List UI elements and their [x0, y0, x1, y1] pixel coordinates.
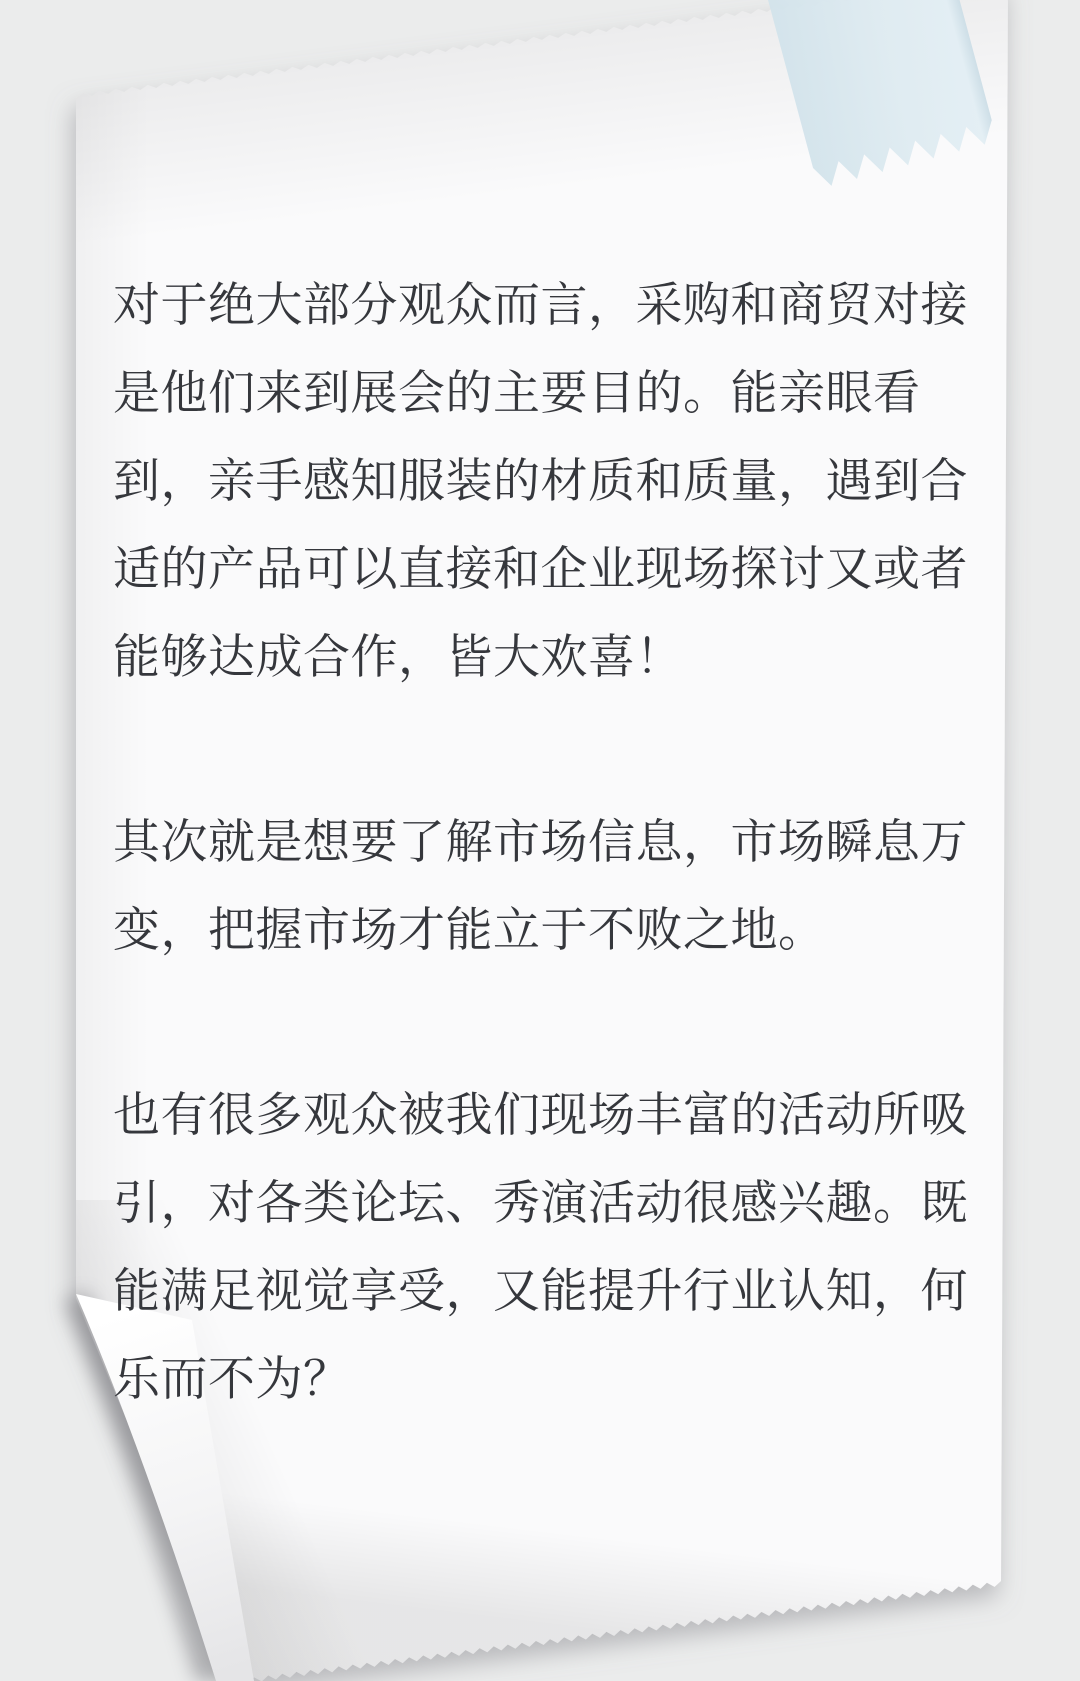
article-paragraph-2: 其次就是想要了解市场信息，市场瞬息万变，把握市场才能立于不败之地。 — [113, 815, 968, 956]
article-paragraph-1: 对于绝大部分观众而言，采购和商贸对接是他们来到展会的主要目的。能亲眼看到，亲手感知服装的材质和质量，遇到合适的产品可以直接和企业现场探讨又或者能够达成合作，皆大欢喜！ — [113, 278, 968, 683]
article-body — [113, 261, 991, 1423]
article-paragraph-3: 也有很多观众被我们现场丰富的活动所吸引，对各类论坛、秀演活动很感兴趣。既能满足视觉享受，又能提升行业认知，何乐而不为？ — [113, 1088, 968, 1405]
